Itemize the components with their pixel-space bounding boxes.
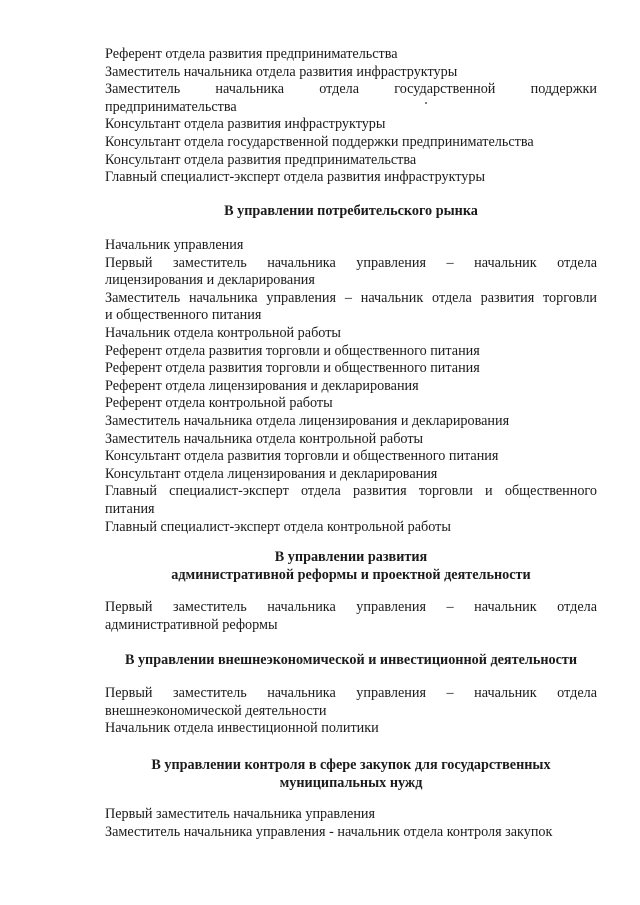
list-item: Заместитель начальника управления - начальник отдела контроля закупок [105,823,553,840]
list-item: Консультант отдела развития торговли и общественного питания [105,448,499,465]
list-item: Первый заместитель начальника управления – начальник отдела [105,599,597,615]
list-item: Консультант отдела развития предпринимательства [105,151,417,168]
list-item: Референт отдела развития торговли и общественного питания [105,360,480,377]
list-item: Референт отдела контрольной работы [105,395,333,412]
list-item: Заместитель начальника отдела контрольной работы [105,430,424,447]
list-item: Начальник управления [105,237,244,253]
section-heading-line2: административной реформы и проектной деятельности [171,567,531,583]
list-item-continuation: внешнеэкономической деятельности [105,702,327,719]
list-item: Консультант отдела государственной поддержки предпринимательства [105,133,534,150]
list-item-continuation: и общественного питания [105,307,262,324]
list-item: Заместитель начальника отдела государственной поддержки [105,81,597,98]
section2-list [105,599,597,634]
list-item: Начальник отдела контрольной работы [105,324,341,341]
list-item: Первый заместитель начальника управления [105,806,376,822]
list-item: Референт отдела развития предпринимательства [105,46,398,62]
list-item-continuation: административной реформы [105,616,278,633]
list-item: Первый заместитель начальника управления – начальник отдела [105,685,597,701]
scan-speck [425,102,427,104]
list-item-continuation: питания [105,500,155,517]
list-item: Заместитель начальника отдела развития инфраструктуры [105,63,458,80]
list-item: Консультант отдела лицензирования и декларирования [105,465,438,482]
list-item: Главный специалист-эксперт отдела контрольной работы [105,518,451,535]
section-heading-line2: муниципальных нужд [279,775,423,791]
section3-list [105,685,597,738]
list-item: Главный специалист-эксперт отдела развития инфраструктуры [105,169,486,186]
list-item-continuation: предпринимательства [105,98,237,115]
section-heading: В управлении потребительского рынка [224,203,478,219]
list-item: Начальник отдела инвестиционной политики [105,720,379,737]
list-item: Консультант отдела развития инфраструктуры [105,116,386,133]
list-item: Заместитель начальника управления – начальник отдела развития торговли [105,289,597,306]
section-heading: В управлении контроля в сфере закупок для государственных [151,757,551,773]
list-item: Заместитель начальника отдела лицензирования и декларирования [105,412,510,429]
section1-list [105,237,597,536]
section-heading: В управлении внешнеэкономической и инвестиционной деятельности [124,652,578,668]
list-item: Референт отдела лицензирования и декларирования [105,377,419,394]
list-item-continuation: лицензирования и декларирования [105,272,315,289]
section0-list [105,46,597,187]
section-heading: В управлении развития [274,549,428,565]
list-item: Главный специалист-эксперт отдела развития торговли и общественного [105,483,597,500]
list-item: Первый заместитель начальника управления – начальник отдела [105,254,597,271]
section4-list [105,806,597,841]
list-item: Референт отдела развития торговли и общественного питания [105,342,480,359]
